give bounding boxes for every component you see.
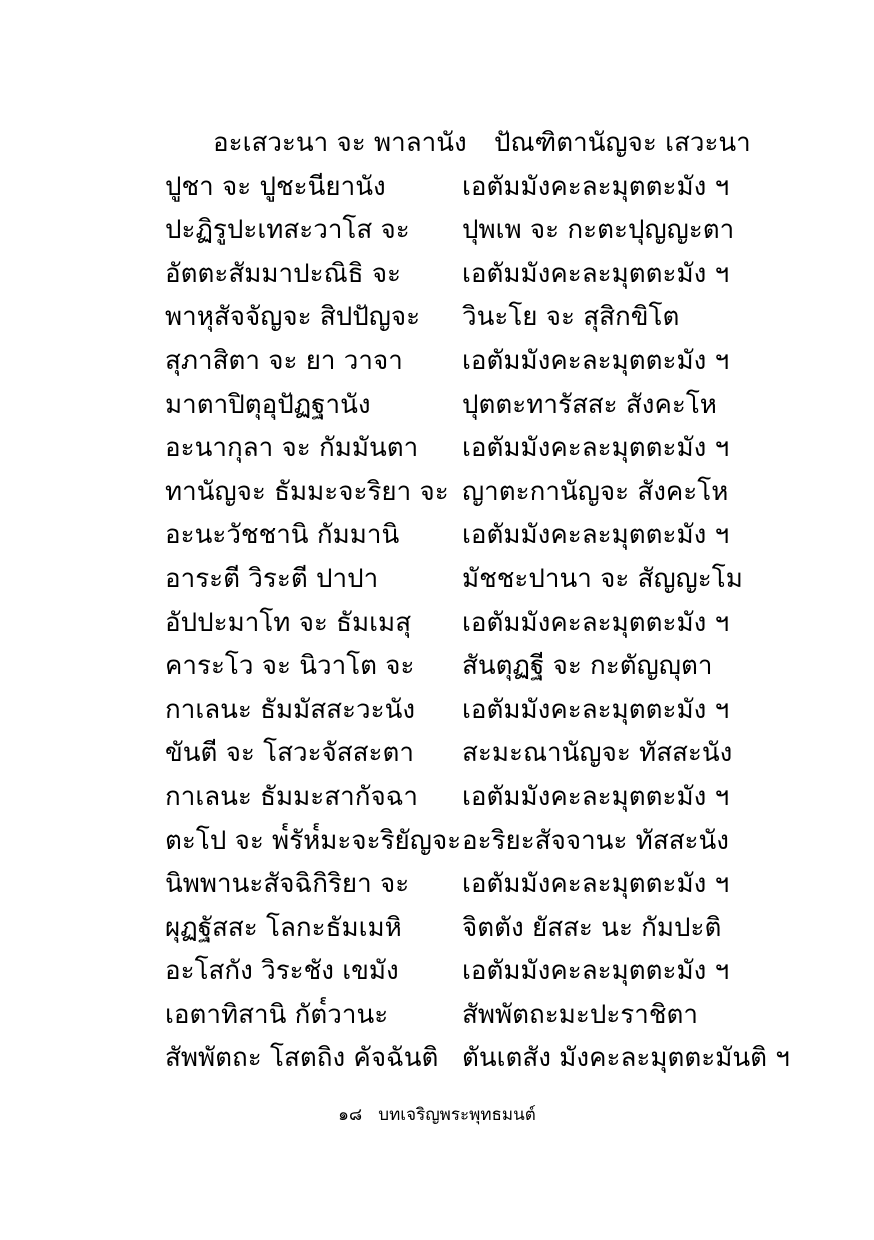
verse-left: พาหุสัจจัญจะ สิปปัญจะ — [165, 302, 421, 333]
verse-left: อัตตะสัมมาปะณิธิ จะ — [165, 258, 402, 289]
verse-line — [0, 950, 874, 994]
verse-right: ญาตะกานัญจะ สังคะโห — [462, 476, 729, 507]
verse-line — [0, 689, 874, 733]
verse-right: มัชชะปานา จะ สัญญะโม — [462, 563, 743, 594]
verse-right: สัพพัตถะมะปะราชิตา — [462, 999, 699, 1030]
verse-line — [0, 863, 874, 907]
verse-left: สัพพัตถะ โสตถิง คัจฉันติ — [165, 1043, 439, 1074]
verse-right: เอตัมมังคะละมุตตะมัง ฯ — [462, 171, 730, 202]
verse-left: อัปปะมาโท จะ ธัมเมสุ — [165, 607, 412, 638]
verse-left: ปูชา จะ ปูชะนียานัง — [165, 171, 386, 202]
verse-line — [0, 166, 874, 210]
verse-line — [0, 994, 874, 1038]
verse-right: สันตุฏฐี จะ กะตัญญุตา — [462, 651, 713, 682]
verse-right: อะริยะสัจจานะ ทัสสะนัง — [462, 825, 729, 856]
verse-left: คาระโว จะ นิวาโต จะ — [165, 651, 415, 682]
verse-right: เอตัมมังคะละมุตตะมัง ฯ — [462, 869, 730, 900]
verse-line — [0, 384, 874, 428]
verse-left: กาเลนะ ธัมมะสากัจฉา — [165, 781, 419, 812]
verse-right: ตันเตสัง มังคะละมุตตะมันติ ฯ — [462, 1043, 790, 1074]
verse-left: อะนากุลา จะ กัมมันตา — [165, 433, 419, 464]
verse-right: ปุพเพ จะ กะตะปุญญะตา — [462, 215, 735, 246]
chant-verses — [0, 122, 874, 1081]
verse-right: เอตัมมังคะละมุตตะมัง ฯ — [462, 345, 730, 376]
verse-left: อะโสกัง วิระชัง เขมัง — [165, 956, 399, 987]
verse-line — [0, 602, 874, 646]
verse-right: เอตัมมังคะละมุตตะมัง ฯ — [462, 258, 730, 289]
verse-right: เอตัมมังคะละมุตตะมัง ฯ — [462, 694, 730, 725]
verse-line — [0, 209, 874, 253]
verse-left: ปะฏิรูปะเทสะวาโส จะ — [165, 215, 410, 246]
verse-line — [0, 427, 874, 471]
verse-right: สะมะณานัญจะ ทัสสะนัง — [462, 738, 733, 769]
verse-right: ปุตตะทารัสสะ สังคะโห — [462, 389, 717, 420]
verse-right: วินะโย จะ สุสิกขิโต — [462, 302, 680, 333]
verse-line — [0, 732, 874, 776]
verse-left: อะเสวะนา จะ พาลานัง — [213, 128, 467, 158]
verse-right: เอตัมมังคะละมุตตะมัง ฯ — [462, 433, 730, 464]
verse-line — [0, 122, 874, 166]
verse-left: อะนะวัชชานิ กัมมานิ — [165, 520, 400, 551]
verse-right: จิตตัง ยัสสะ นะ กัมปะติ — [462, 912, 722, 943]
verse-left: ขันตี จะ โสวะจัสสะตา — [165, 738, 414, 769]
verse-right: เอตัมมังคะละมุตตะมัง ฯ — [462, 607, 730, 638]
verse-right: เอตัมมังคะละมุตตะมัง ฯ — [462, 956, 730, 987]
verse-line — [0, 907, 874, 951]
verse-line — [0, 253, 874, 297]
verse-line — [0, 558, 874, 602]
page-footer — [0, 1100, 874, 1130]
page-number: ๑๘ — [338, 1105, 363, 1125]
verse-line — [0, 296, 874, 340]
verse-right: ปัณฑิตานัญจะ เสวะนา — [494, 128, 751, 158]
verse-line — [0, 776, 874, 820]
verse-left: ตะโป จะ พ๎รัห๎มะจะริยัญจะ — [165, 825, 462, 856]
verse-line — [0, 645, 874, 689]
verse-right: เอตัมมังคะละมุตตะมัง ฯ — [462, 781, 730, 812]
verse-left: มาตาปิตุอุปัฏฐานัง — [165, 389, 371, 420]
footer-title: บทเจริญพระพุทธมนต์ — [378, 1105, 536, 1125]
verse-left: เอตาทิสานิ กัต๎วานะ — [165, 999, 389, 1030]
verse-left: กาเลนะ ธัมมัสสะวะนัง — [165, 694, 416, 725]
verse-left: ทานัญจะ ธัมมะจะริยา จะ — [165, 476, 449, 507]
verse-left: ผุฏฐัสสะ โลกะธัมเมหิ — [165, 912, 402, 943]
verse-left: อาระตี วิระตี ปาปา — [165, 563, 379, 594]
verse-line — [0, 340, 874, 384]
verse-line — [0, 1037, 874, 1081]
verse-line — [0, 514, 874, 558]
verse-line — [0, 820, 874, 864]
verse-line — [0, 471, 874, 515]
verse-left: สุภาสิตา จะ ยา วาจา — [165, 345, 403, 376]
verse-right: เอตัมมังคะละมุตตะมัง ฯ — [462, 520, 730, 551]
verse-left: นิพพานะสัจฉิกิริยา จะ — [165, 869, 410, 900]
